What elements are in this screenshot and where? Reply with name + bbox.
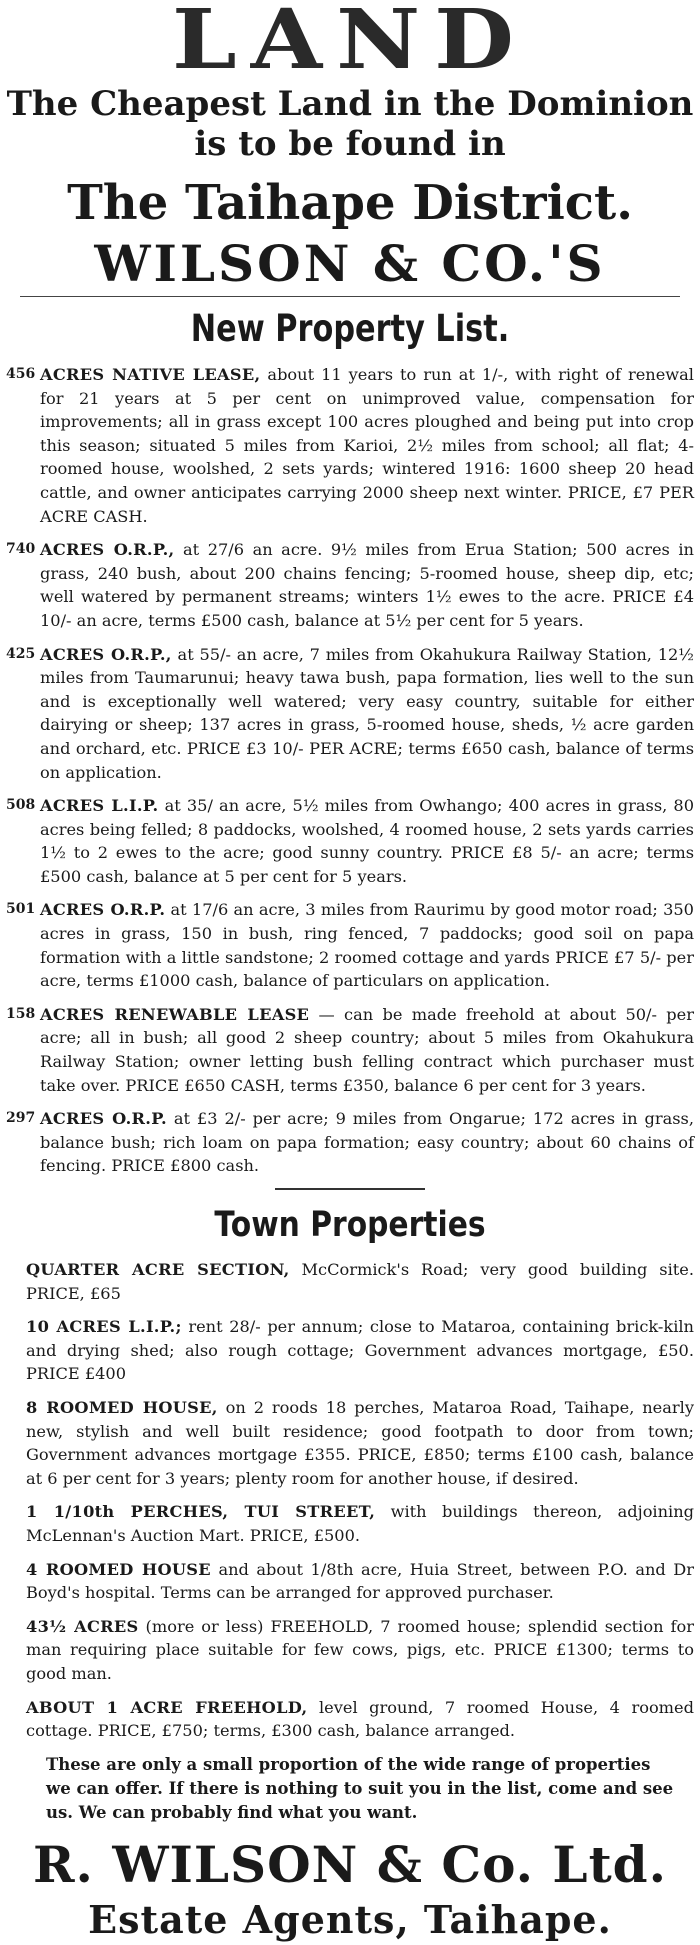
listing-item — [6, 1107, 694, 1178]
listing-head: QUARTER ACRE SECTION, — [26, 1260, 290, 1279]
town-listing-item — [6, 1696, 694, 1743]
town-listing-item — [6, 1615, 694, 1686]
town-listing-item — [6, 1396, 694, 1490]
town-listing-item — [6, 1558, 694, 1605]
listing-head: ACRES L.I.P. — [40, 796, 159, 816]
listing-lead: 456 — [6, 366, 36, 382]
subtitle-line-2: is to be found in — [194, 124, 506, 164]
listing-item — [6, 538, 694, 632]
listing-item — [6, 643, 694, 785]
listing-body: level ground, 7 roomed House, 4 roomed cottage. PRICE, £750; terms, £300 cash, balance arranged. — [26, 1697, 694, 1741]
listing-lead: 740 — [6, 541, 36, 558]
listing-lead: 501 — [6, 901, 36, 918]
listing-body: with buildings thereon, adjoining McLennan's Auction Mart. PRICE, £500. — [26, 1502, 695, 1545]
listing-head: 4 ROOMED HOUSE — [26, 1559, 211, 1579]
closing-note: These are only a small proportion of the wide range of properties we can offer. If there is nothing to suit you in the list, come and see us. We can probably find what you want. — [46, 1754, 674, 1822]
listing-body: at 27/6 an acre. 9½ miles from Erua Station; 500 acres in grass, 240 bush, about 200 chains fencing; 5-roomed house, sheep dip, etc; well watered by permanent streams; winters 1½ ewes to the acre. PRICE £4 10/- an acre, terms £500 cash, balance at 5½ per cent for 5 years. — [40, 540, 694, 630]
listing-body: at 55/- an acre, 7 miles from Okahukura Railway Station, 12½ miles from Taumarunui; heavy tawa bush, papa formation, lies well to the sun and is exceptionally well watered; very easy country, suitable for either dairying or sheep; 137 acres in grass, 5-roomed house, sheds, ½ acre garden and orchard, etc. PRICE £3 10/- PER ACRE; terms £650 cash, balance of terms on application. — [40, 644, 694, 782]
town-listings — [6, 1258, 694, 1743]
section-divider — [275, 1188, 425, 1190]
listing-body: rent 28/- per annum; close to Mataroa, containing brick-kiln and drying shed; also rough cottage; Government advances mortgage, £50. PRICE £400 — [26, 1317, 694, 1384]
listing-item — [6, 794, 694, 888]
listing-lead: 508 — [6, 797, 36, 814]
town-listing-item — [6, 1258, 694, 1305]
listing-head: 1 1/10th PERCHES, TUI STREET, — [26, 1502, 376, 1522]
listing-head: 8 ROOMED HOUSE, — [26, 1397, 218, 1417]
list-title: New Property List. — [190, 307, 510, 350]
listing-item — [6, 1003, 694, 1097]
listing-lead: 297 — [6, 1110, 36, 1127]
ad-title: LAND — [172, 0, 528, 88]
town-listing-item — [6, 1500, 694, 1547]
listing-head: ACRES O.R.P., — [40, 644, 172, 664]
listing-body: on 2 roods 18 perches, Mataroa Road, Taihape, nearly new, stylish and well built residence; good footpath to door from town; Government advances mortgage £355. PRICE, £850; terms £100 cash, balance at 6 per cent for 3 years; plenty room for another house, if desired. — [26, 1397, 694, 1488]
subtitle-line-1: The Cheapest Land in the Dominion — [6, 84, 694, 124]
listing-head: ACRES O.R.P. — [40, 900, 166, 920]
footer-subtitle: Estate Agents, Taihape. — [88, 1896, 612, 1942]
footer-firm-name: R. WILSON & Co. Ltd. — [32, 1834, 668, 1894]
town-properties-heading: Town Properties — [214, 1205, 486, 1245]
listing-head: 43½ ACRES — [26, 1616, 139, 1636]
listing-body: McCormick's Road; very good building site. PRICE, £65 — [26, 1260, 694, 1303]
listing-head: ACRES O.R.P., — [40, 540, 175, 560]
rural-listings — [6, 363, 694, 1178]
firm-heading: WILSON & CO.'S — [94, 234, 606, 293]
listing-item — [6, 898, 694, 992]
listing-body: at £3 2/- per acre; 9 miles from Ongarue; 172 acres in grass, balance bush; rich loam on papa formation; easy country; about 60 chains of fencing. PRICE £800 cash. — [40, 1109, 694, 1176]
listing-body: about 11 years to run at 1/-, with right of renewal for 21 years at 5 per cent on unimproved value, compensation for improvements; all in grass except 100 acres ploughed and being put into crop this season; situated 5 miles from Karioi, 2½ miles from school; all flat; 4-roomed house, woolshed, 2 sets yards; wintered 1916: 1600 sheep 20 head cattle, and owner anticipates carrying 2000 sheep next winter. PRICE, £7 PER ACRE CASH. — [40, 365, 694, 526]
listing-head: ACRES NATIVE LEASE, — [40, 365, 261, 384]
divider — [20, 296, 680, 297]
listing-head: ABOUT 1 ACRE FREEHOLD, — [26, 1697, 308, 1717]
listing-body: at 17/6 an acre, 3 miles from Raurimu by good motor road; 350 acres in grass, 150 in bush, ring fenced, 7 paddocks; good soil on papa formation with a little sandstone; 2 roomed cottage and yards PRICE £7 5/- per acre, terms £1000 cash, balance of particulars on application. — [40, 900, 694, 991]
listing-body: at 35/ an acre, 5½ miles from Owhango; 400 acres in grass, 80 acres being felled; 8 paddocks, woolshed, 4 roomed house, 2 sets yards carries 1½ to 2 ewes to the acre; good sunny country. PRICE £8 5/- an acre; terms £500 cash, balance at 5 per cent for 5 years. — [40, 796, 694, 886]
listing-lead: 158 — [6, 1005, 36, 1022]
listing-head: ACRES O.R.P. — [40, 1109, 167, 1129]
district-heading: The Taihape District. — [67, 175, 633, 231]
listing-item — [6, 363, 694, 528]
town-listing-item — [6, 1315, 694, 1386]
listing-body: (more or less) FREEHOLD, 7 roomed house; splendid section for man requiring place suitable for few cows, pigs, etc. PRICE £1300; terms to good man. — [26, 1616, 694, 1683]
listing-body: and about 1/8th acre, Huia Street, between P.O. and Dr Boyd's hospital. Terms can be arranged for approved purchaser. — [26, 1559, 694, 1603]
listing-lead: 425 — [6, 645, 36, 662]
listing-body: — can be made freehold at about 50/- per acre; all in bush; all good 2 sheep country; about 5 miles from Okahukura Railway Station; owner letting bush felling contract which purchaser must take over. PRICE £650 CASH, terms £350, balance 6 per cent for 3 years. — [40, 1004, 694, 1095]
listing-head: ACRES RENEWABLE LEASE — [40, 1004, 310, 1024]
listing-head: 10 ACRES L.I.P.; — [26, 1317, 182, 1337]
